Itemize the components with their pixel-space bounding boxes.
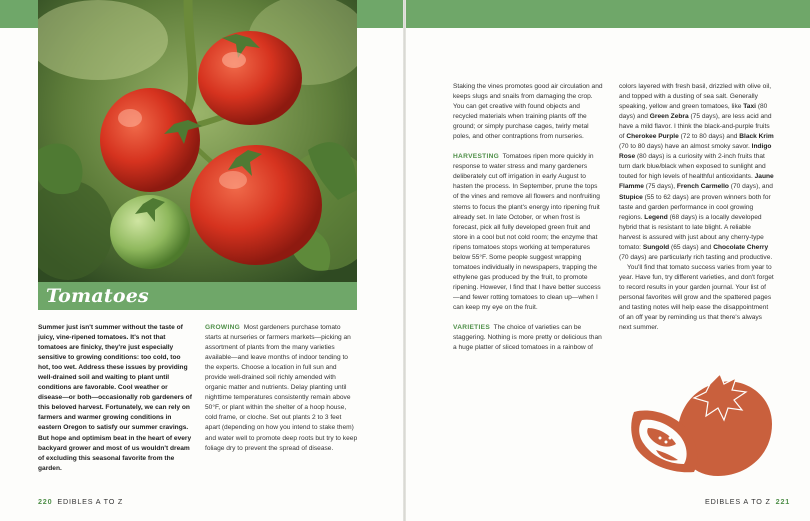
title-bar	[38, 282, 357, 310]
right-column-1	[453, 82, 603, 353]
closing-paragraph: You'll find that tomato success varies from year to year. Have fun, try different varieties, and don't forget to record results in your garden journal. Your list of personal favorites will grow and the spattered pages and tasting notes will help ease the disappointment of an off year by reminding us that there's always next summer.	[619, 263, 774, 332]
harvesting-section: HARVESTING Tomatoes ripen more quickly in response to water stress and many gardeners deliberately cut off irrigation in early August to hasten the process. In September, prune the tops of the vines and remove all flowers and nonfruiting stems to focus the plant's energy into ripening fruit already set. In late October, or when frost is forecast, pick all fully developed green fruit and store in a cool but not cold room; the enzyme that ripens tomatoes stops working at temperatures below 55°F. Some people suggest wrapping tomatoes individually in newspapers, trapping the ethylene gas produced by the fruit, to promote ripening. However, I find that I have better success—and fewer rotting tomatoes to clean up—when I can keep my eye on the fruit.	[453, 153, 601, 311]
top-color-band-right	[357, 0, 404, 28]
right-column-2	[619, 82, 774, 333]
variety-name: Green Zebra	[649, 113, 689, 121]
harvesting-heading: HARVESTING	[453, 153, 500, 161]
staking-paragraph: Staking the vines promotes good air circulation and keeps slugs and snails from damaging the crop. You can get creative with found objects and recycled materials when training plants off the ground; or simply purchase cages, twirly metal poles, and other contraptions from nurseries.	[453, 83, 603, 141]
variety-name: Indigo Rose	[619, 143, 772, 161]
variety-name: French Carmello	[676, 183, 729, 191]
top-color-band	[406, 0, 810, 28]
right-page	[406, 0, 810, 521]
page-number: 221	[775, 497, 791, 506]
varieties-list-paragraph: colors layered with fresh basil, drizzled with olive oil, and topped with a dusting of sea salt. Generally speaking, yellow and green tomatoes, like Taxi (80 days) and Green Zebra (75 days), are less acid and have a mild flavor. I think the black-and-purple fruits of Cherokee Purple (72 to 80 days) and Black Krim (70 to 80 days) have an almost smoky savor. Indigo Rose (80 days) is a curiosity with 2-inch fruits that turn dark blue/black when exposed to sunlight and touted for high levels of healthful antioxidants. Jaune Flamme (75 days), French Carmello (70 days), and Stupice (55 to 62 days) are proven winners both for taste and garden performance in cool growing regions. Legend (68 days) is a locally developed hybrid that is resistant to late blight. A reliable harvest is assured with just about any cherry-type tomato: Sungold (65 days) and Chocolate Cherry (70 days) are particularly rich tasting and productive.	[619, 83, 774, 261]
variety-name: Cherokee Purple	[626, 133, 679, 141]
variety-name: Taxi	[743, 103, 756, 111]
variety-name: Jaune Flamme	[619, 173, 774, 191]
growing-heading: GROWING	[205, 324, 241, 331]
variety-name: Sungold	[642, 243, 670, 251]
top-color-band-left	[0, 0, 38, 28]
varieties-heading: VARIETIES	[453, 324, 491, 332]
growing-section	[205, 323, 358, 454]
folio-left	[38, 497, 123, 506]
left-page	[0, 0, 404, 521]
running-head: EDIBLES A TO Z	[57, 497, 124, 506]
tomato-photo	[38, 0, 357, 282]
page-number: 220	[38, 497, 53, 506]
folio-right	[705, 497, 790, 506]
intro-paragraph: Summer just isn't summer without the taste of juicy, vine-ripened tomatoes. It's not that tomatoes are finicky, they're just especially sensitive to growing conditions: too cold, too hot, too wet. Address these issues by providing well-drained soil and waiting to plant until conditions are favorable. Cool weather or disease—or both—occasionally rob gardeners of this beloved harvest. Fortunately, we can rely on farmers and warmer growing conditions in eastern Oregon to satisfy our summer cravings. But hope and optimism beat in the heart of every backyard grower and most of us wouldn't dream of excluding this seasonal favorite from the garden.	[38, 324, 192, 472]
variety-name: Chocolate Cherry	[713, 243, 769, 251]
tomato-illustration	[626, 368, 776, 480]
page-title: Tomatoes	[46, 285, 149, 307]
running-head: EDIBLES A TO Z	[705, 497, 771, 506]
growing-text: Most gardeners purchase tomato starts at nurseries or farmers markets—picking an assortment of plants from the many varieties available—and leave months of indoor tending to the experts. Choose a location in full sun and provide well-drained soil richly amended with organic matter and nutrients. Delay planting until nighttime temperatures consistently remain above 50°F, or plant within the shelter of a hoop house, cold frame, or cloche. Set out plants 2 to 3 feet apart (depending on how you intend to stake them) and water well to promote deep roots but try to keep foliage dry to prevent the spread of disease.	[205, 324, 358, 452]
variety-name: Stupice	[619, 193, 643, 201]
variety-name: Legend	[644, 213, 668, 221]
variety-name: Black Krim	[739, 133, 774, 141]
varieties-section: VARIETIES The choice of varieties can be staggering. Nothing is more pretty or delicious than a huge platter of sliced tomatoes in a rainbow of	[453, 324, 602, 352]
